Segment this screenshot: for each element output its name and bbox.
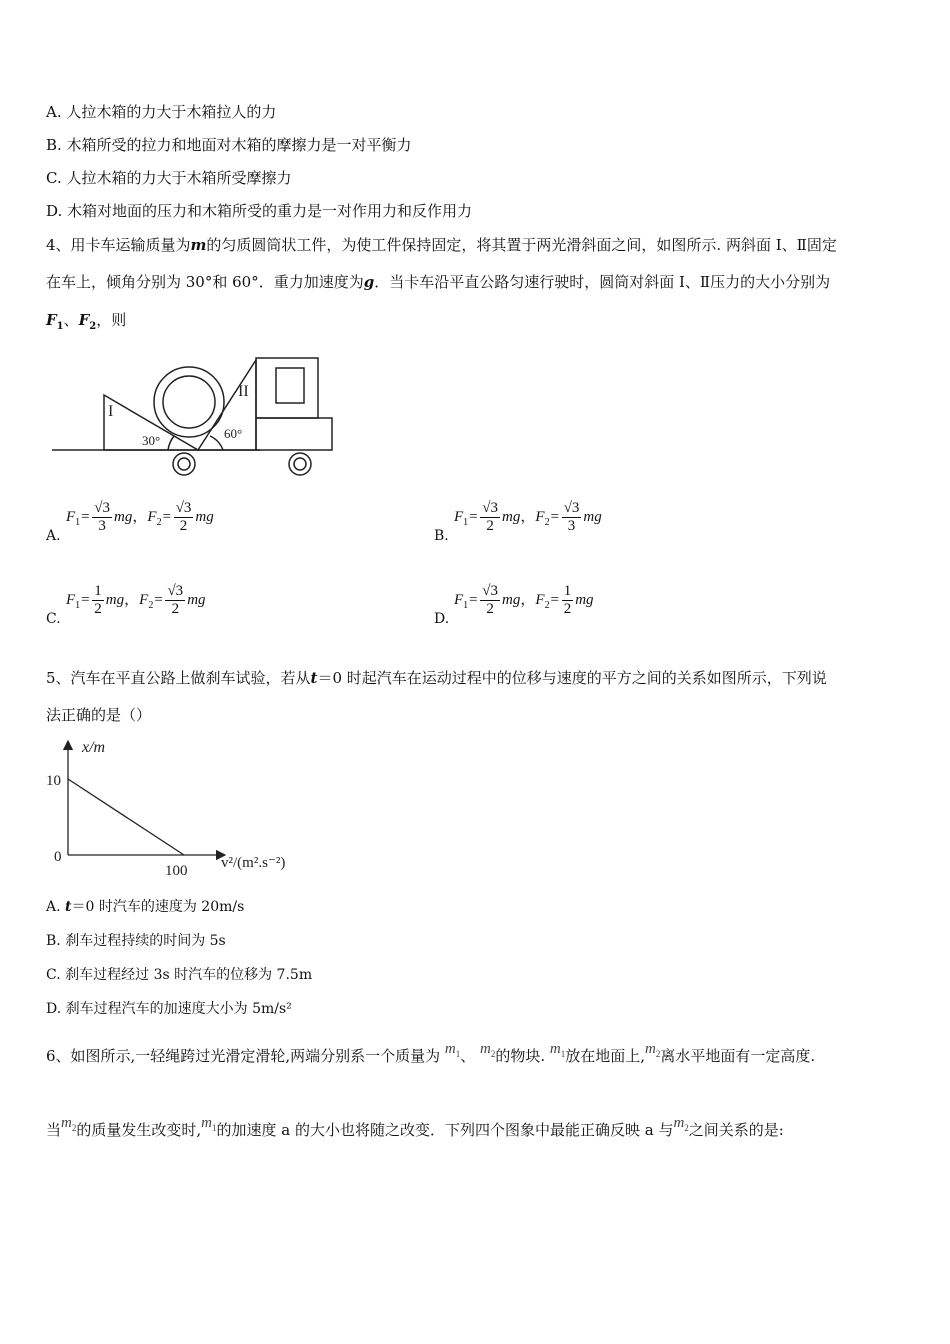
angle-arc-30 bbox=[168, 436, 174, 450]
fraction: $\frac{√3}{2}$ bbox=[167, 583, 184, 617]
fraction: $\frac{1}{2}$ bbox=[563, 583, 572, 617]
equals: = bbox=[80, 591, 91, 608]
q4-text-2b: ．当卡车沿平直公路匀速行驶时，圆筒对斜面 I、Ⅱ压力的大小分别为 bbox=[374, 273, 831, 291]
fraction: $\frac{√3}{3}$ bbox=[94, 500, 111, 534]
q6-m1-symbol-3: $m_1$ bbox=[201, 1115, 217, 1133]
equals: = bbox=[549, 591, 560, 608]
q4-stem-line3 bbox=[46, 310, 126, 337]
mg: mg bbox=[187, 591, 206, 608]
q5-option-d: D. 刹车过程汽车的加速度大小为 5m/s² bbox=[46, 1001, 292, 1017]
q4-f2-sub: 2 bbox=[89, 321, 97, 332]
q6-stem-line1 bbox=[46, 1041, 816, 1072]
q5-option-b: B. 刹车过程持续的时间为 5s bbox=[46, 933, 226, 949]
q3-option-c: C. 人拉木箱的力大于木箱所受摩擦力 bbox=[46, 169, 292, 187]
q4-text-2a: 在车上，倾角分别为 30°和 60°．重力加速度为 bbox=[46, 273, 364, 291]
f-sub: 1 bbox=[75, 516, 81, 528]
f-sub: 1 bbox=[75, 599, 81, 611]
q4-text-1a: 4、用卡车运输质量为 bbox=[46, 236, 191, 254]
q4-stem-line2 bbox=[46, 272, 830, 292]
q5-option-a-text: ＝0 时汽车的速度为 20m/s bbox=[71, 899, 245, 915]
wheel-rear-hub bbox=[294, 458, 306, 470]
q5-text-1a: 5、汽车在平直公路上做刹车试验，若从 bbox=[46, 669, 311, 687]
f-symbol: F bbox=[454, 508, 464, 525]
q6-m2-symbol: $m_2$ bbox=[480, 1041, 496, 1059]
q4-option-formula bbox=[454, 583, 594, 618]
q6-text-1d: 离水平地面有一定高度. bbox=[660, 1047, 816, 1065]
q4-option-letter: A. bbox=[46, 528, 61, 544]
q4-f2-symbol: F bbox=[78, 311, 90, 329]
q5-option-c: C. 刹车过程经过 3s 时汽车的位移为 7.5m bbox=[46, 967, 313, 983]
f-sub: 2 bbox=[156, 516, 162, 528]
f-sub: 1 bbox=[463, 516, 469, 528]
f-symbol: F bbox=[66, 508, 76, 525]
f-symbol: F bbox=[454, 591, 464, 608]
mg: mg bbox=[114, 508, 133, 525]
data-line bbox=[68, 779, 184, 855]
equals: = bbox=[468, 591, 479, 608]
x-tick-100: 100 bbox=[165, 863, 188, 879]
mg: mg bbox=[575, 591, 594, 608]
q5-chart bbox=[40, 733, 320, 883]
q4-option-letter: D. bbox=[434, 611, 450, 627]
mg: mg bbox=[502, 508, 521, 525]
q6-m2-symbol-4: $m_2$ bbox=[673, 1115, 689, 1133]
angle-arc-60 bbox=[210, 436, 223, 450]
q3-option-d: D. 木箱对地面的压力和木箱所受的重力是一对作用力和反作用力 bbox=[46, 202, 473, 220]
q4-f1-symbol: F bbox=[46, 311, 57, 329]
equals: = bbox=[549, 508, 560, 525]
comma: ， bbox=[520, 591, 536, 608]
wheel-front-hub bbox=[178, 458, 190, 470]
f-sub: 1 bbox=[463, 599, 469, 611]
f-sub: 2 bbox=[544, 516, 550, 528]
q6-text-1b: 的物块. bbox=[495, 1047, 546, 1065]
q5-option-a-letter: A. bbox=[46, 899, 66, 915]
origin-label: 0 bbox=[54, 849, 62, 865]
fraction: $\frac{√3}{2}$ bbox=[175, 500, 192, 534]
q4-separator: 、 bbox=[63, 311, 79, 329]
q6-text-1a: 6、如图所示,一轻绳跨过光滑定滑轮,两端分别系一个质量为 bbox=[46, 1047, 441, 1065]
truck-cab bbox=[256, 358, 318, 418]
q4-text-1b: 的匀质圆筒状工件，为使工件保持固定，将其置于两光滑斜面之间，如图所示. 两斜面 I、Ⅱ固定 bbox=[206, 236, 837, 254]
q6-m2-symbol-2: $m_2$ bbox=[645, 1041, 661, 1059]
truck-window bbox=[276, 368, 304, 403]
q4-option-formula bbox=[66, 500, 214, 535]
q6-sep: 、 bbox=[460, 1047, 476, 1065]
q5-stem-line1 bbox=[46, 668, 827, 688]
q4-mass-symbol: m bbox=[190, 236, 207, 254]
wheel-front bbox=[173, 453, 195, 475]
equals: = bbox=[468, 508, 479, 525]
fraction: $\frac{√3}{2}$ bbox=[482, 500, 499, 534]
q6-text-1c: 放在地面上, bbox=[565, 1047, 646, 1065]
f-symbol: F bbox=[139, 591, 149, 608]
mg: mg bbox=[502, 591, 521, 608]
f-symbol: F bbox=[66, 591, 76, 608]
mg: mg bbox=[105, 591, 125, 608]
fraction: $\frac{1}{2}$ bbox=[94, 583, 102, 617]
mg: mg bbox=[583, 508, 602, 525]
q4-gravity-symbol: g bbox=[363, 273, 375, 291]
f-sub: 2 bbox=[544, 599, 550, 611]
q6-m2-symbol-3: $m_2$ bbox=[61, 1115, 77, 1133]
comma: ， bbox=[124, 591, 140, 608]
q5-option-a bbox=[46, 897, 244, 917]
q6-text-2d: 之间关系的是: bbox=[688, 1121, 784, 1139]
q6-text-2b: 的质量发生改变时, bbox=[76, 1121, 202, 1139]
q4-option-formula bbox=[454, 500, 602, 535]
cylinder-outer bbox=[154, 367, 224, 437]
q5-option-a-t: t bbox=[65, 899, 72, 915]
q5-stem-line2: 法正确的是（） bbox=[46, 706, 152, 724]
q4-option-letter: B. bbox=[434, 528, 449, 544]
mg: mg bbox=[195, 508, 214, 525]
q6-stem-line2 bbox=[46, 1115, 784, 1146]
q6-text-2c: 的加速度 a 的大小也将随之改变．下列四个图象中最能正确反映 a 与 bbox=[216, 1121, 674, 1139]
q5-time-symbol: t bbox=[310, 669, 318, 687]
equals: = bbox=[161, 508, 172, 525]
comma: ， bbox=[132, 508, 148, 525]
q4-option-formula bbox=[66, 583, 206, 618]
q3-option-b: B. 木箱所受的拉力和地面对木箱的摩擦力是一对平衡力 bbox=[46, 136, 412, 154]
equals: = bbox=[153, 591, 164, 608]
fraction: $\frac{√3}{3}$ bbox=[563, 500, 580, 534]
q5-text-1b: ＝0 时起汽车在运动过程中的位移与速度的平方之间的关系如图所示，下列说 bbox=[317, 669, 827, 687]
cylinder-inner bbox=[163, 376, 215, 428]
y-tick-10: 10 bbox=[46, 773, 61, 789]
f-symbol: F bbox=[535, 591, 545, 608]
q4-stem-line1 bbox=[46, 235, 837, 255]
f-sub: 2 bbox=[148, 599, 154, 611]
q6-m1-symbol-2: $m_1$ bbox=[549, 1041, 566, 1059]
q4-option-letter: C. bbox=[46, 611, 61, 627]
label-slope-I: I bbox=[108, 403, 114, 420]
comma: ， bbox=[520, 508, 536, 525]
truck-body bbox=[256, 418, 332, 450]
label-slope-II: II bbox=[238, 383, 249, 400]
q4-text-3end: ，则 bbox=[96, 311, 127, 329]
f-symbol: F bbox=[535, 508, 545, 525]
wheel-rear bbox=[289, 453, 311, 475]
fraction: $\frac{√3}{2}$ bbox=[482, 583, 499, 617]
y-axis-label: x/m bbox=[82, 739, 106, 756]
q3-option-a: A. 人拉木箱的力大于木箱拉人的力 bbox=[46, 103, 277, 121]
q4-f1-sub: 1 bbox=[56, 321, 64, 332]
q6-text-2a: 当 bbox=[46, 1121, 62, 1139]
x-axis-label: v²/(m².s⁻²) bbox=[221, 855, 286, 871]
f-symbol: F bbox=[147, 508, 157, 525]
q4-truck-figure bbox=[48, 352, 348, 482]
equals: = bbox=[80, 508, 91, 525]
q6-m1-symbol: $m_1$ bbox=[444, 1041, 461, 1059]
label-angle-60: 60° bbox=[224, 426, 243, 441]
label-angle-30: 30° bbox=[142, 433, 161, 448]
